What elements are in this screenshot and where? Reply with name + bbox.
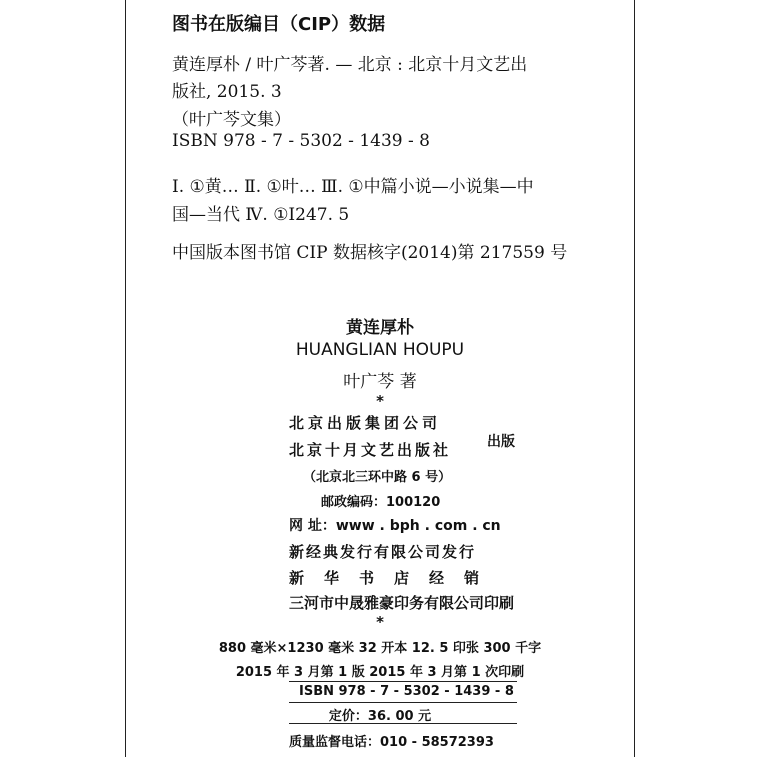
- separator-star: *: [376, 392, 384, 410]
- publisher-group: 北京出版集团公司: [289, 414, 442, 432]
- isbn: ISBN 978 - 7 - 5302 - 1439 - 8: [299, 684, 514, 699]
- publisher-address: （北京北三环中路 6 号）: [303, 470, 452, 485]
- rule-top: [289, 681, 517, 682]
- cip-line-classification: Ⅰ. ①黄… Ⅱ. ①叶… Ⅲ. ①中篇小说—小说集—中: [172, 177, 534, 197]
- publisher-house: 北京十月文艺出版社: [289, 441, 452, 459]
- separator-star-2: *: [376, 613, 384, 631]
- retailer: 新华书店经销: [289, 569, 500, 587]
- publish-label: 出版: [487, 434, 515, 450]
- distributor: 新经典发行有限公司发行: [289, 543, 477, 561]
- cip-title: 图书在版编目（CIP）数据: [172, 14, 386, 35]
- postcode: 邮政编码：100120: [321, 495, 441, 510]
- cip-line-isbn: ISBN 978 - 7 - 5302 - 1439 - 8: [172, 131, 430, 151]
- cip-line-title-author: 黄连厚朴 / 叶广芩著. — 北京 : 北京十月文艺出: [172, 55, 528, 75]
- quality-phone: 质量监督电话：010 - 58572393: [289, 735, 494, 750]
- book-title-en: HUANGLIAN HOUPU: [295, 340, 465, 360]
- rule-bottom: [289, 723, 517, 724]
- book-author: 叶广芩 著: [343, 372, 417, 392]
- cip-line-series: （叶广芩文集）: [172, 110, 291, 130]
- price: 定价：36. 00 元: [328, 709, 432, 724]
- cip-line-publisher: 版社, 2015. 3: [172, 82, 282, 102]
- edition-info: 2015 年 3 月第 1 版 2015 年 3 月第 1 次印刷: [235, 665, 525, 680]
- website: 网 址：www . bph . com . cn: [289, 518, 501, 534]
- cip-line-record-number: 中国版本图书馆 CIP 数据核字(2014)第 217559 号: [172, 243, 568, 263]
- rule-middle: [289, 702, 517, 703]
- printer: 三河市中晟雅豪印务有限公司印刷: [289, 594, 515, 612]
- book-title-cn: 黄连厚朴: [346, 318, 414, 338]
- book-specs: 880 毫米×1230 毫米 32 开本 12. 5 印张 300 千字: [218, 641, 542, 656]
- cip-line-classification-cont: 国—当代 Ⅳ. ①I247. 5: [172, 205, 350, 225]
